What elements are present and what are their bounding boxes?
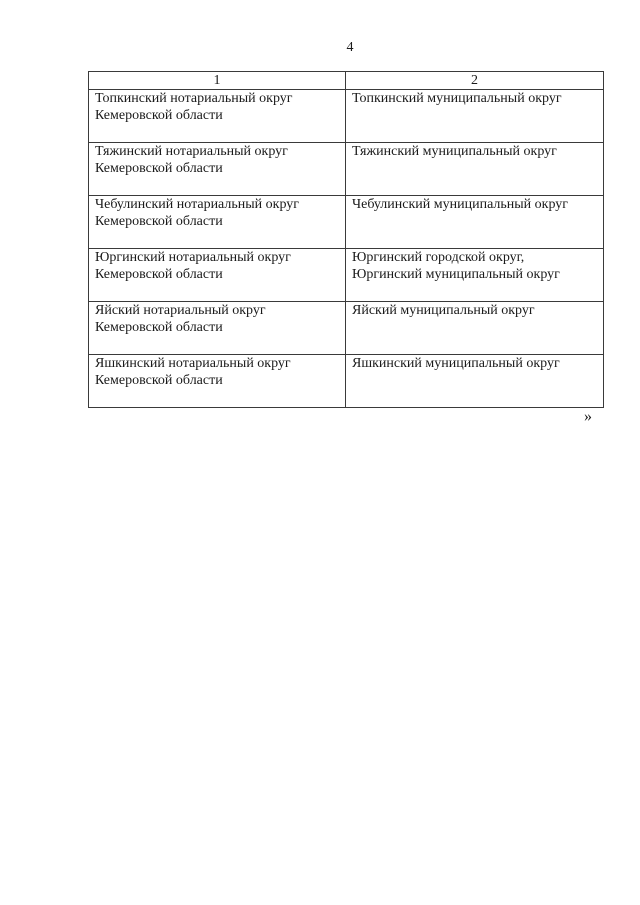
table-row (89, 355, 604, 408)
notarial-district-cell (89, 355, 346, 408)
cell-line: Топкинский муниципальный округ (352, 91, 562, 106)
cell-line: Чебулинский нотариальный округ (95, 197, 300, 212)
cell-line: Кемеровской области (95, 373, 223, 388)
notarial-district-cell (89, 90, 346, 143)
cell-line: Яшкинский муниципальный округ (352, 356, 560, 371)
table-row (89, 90, 604, 143)
closing-quote: » (584, 408, 592, 425)
district-table-container (88, 71, 603, 408)
notarial-district-cell (89, 143, 346, 196)
municipal-district-cell (346, 90, 604, 143)
cell-line: Юргинский нотариальный округ (95, 250, 291, 265)
cell-line: Яшкинский нотариальный округ (95, 356, 291, 371)
cell-line: Юргинский муниципальный округ (352, 267, 560, 282)
cell-line: Яйский нотариальный округ (95, 303, 266, 318)
table-row (89, 143, 604, 196)
table-header-row (89, 72, 604, 90)
cell-line: Юргинский городской округ, (352, 250, 525, 265)
cell-line: Топкинский нотариальный округ (95, 91, 293, 106)
district-table (88, 71, 604, 408)
municipal-district-cell (346, 143, 604, 196)
table-row (89, 196, 604, 249)
page-number: 4 (346, 40, 354, 55)
table-row (89, 249, 604, 302)
notarial-district-cell (89, 302, 346, 355)
table-row (89, 302, 604, 355)
cell-line: Тяжинский муниципальный округ (352, 144, 557, 159)
municipal-district-cell (346, 302, 604, 355)
municipal-district-cell (346, 196, 604, 249)
municipal-district-cell (346, 249, 604, 302)
cell-line: Кемеровской области (95, 214, 223, 229)
notarial-district-cell (89, 196, 346, 249)
column-header-2: 2 (346, 72, 604, 90)
cell-line: Яйский муниципальный округ (352, 303, 535, 318)
cell-line: Кемеровской области (95, 267, 223, 282)
cell-line: Кемеровской области (95, 320, 223, 335)
cell-line: Чебулинский муниципальный округ (352, 197, 569, 212)
column-header-1: 1 (89, 72, 346, 90)
municipal-district-cell (346, 355, 604, 408)
cell-line: Кемеровской области (95, 161, 223, 176)
cell-line: Тяжинский нотариальный округ (95, 144, 288, 159)
notarial-district-cell (89, 249, 346, 302)
cell-line: Кемеровской области (95, 108, 223, 123)
